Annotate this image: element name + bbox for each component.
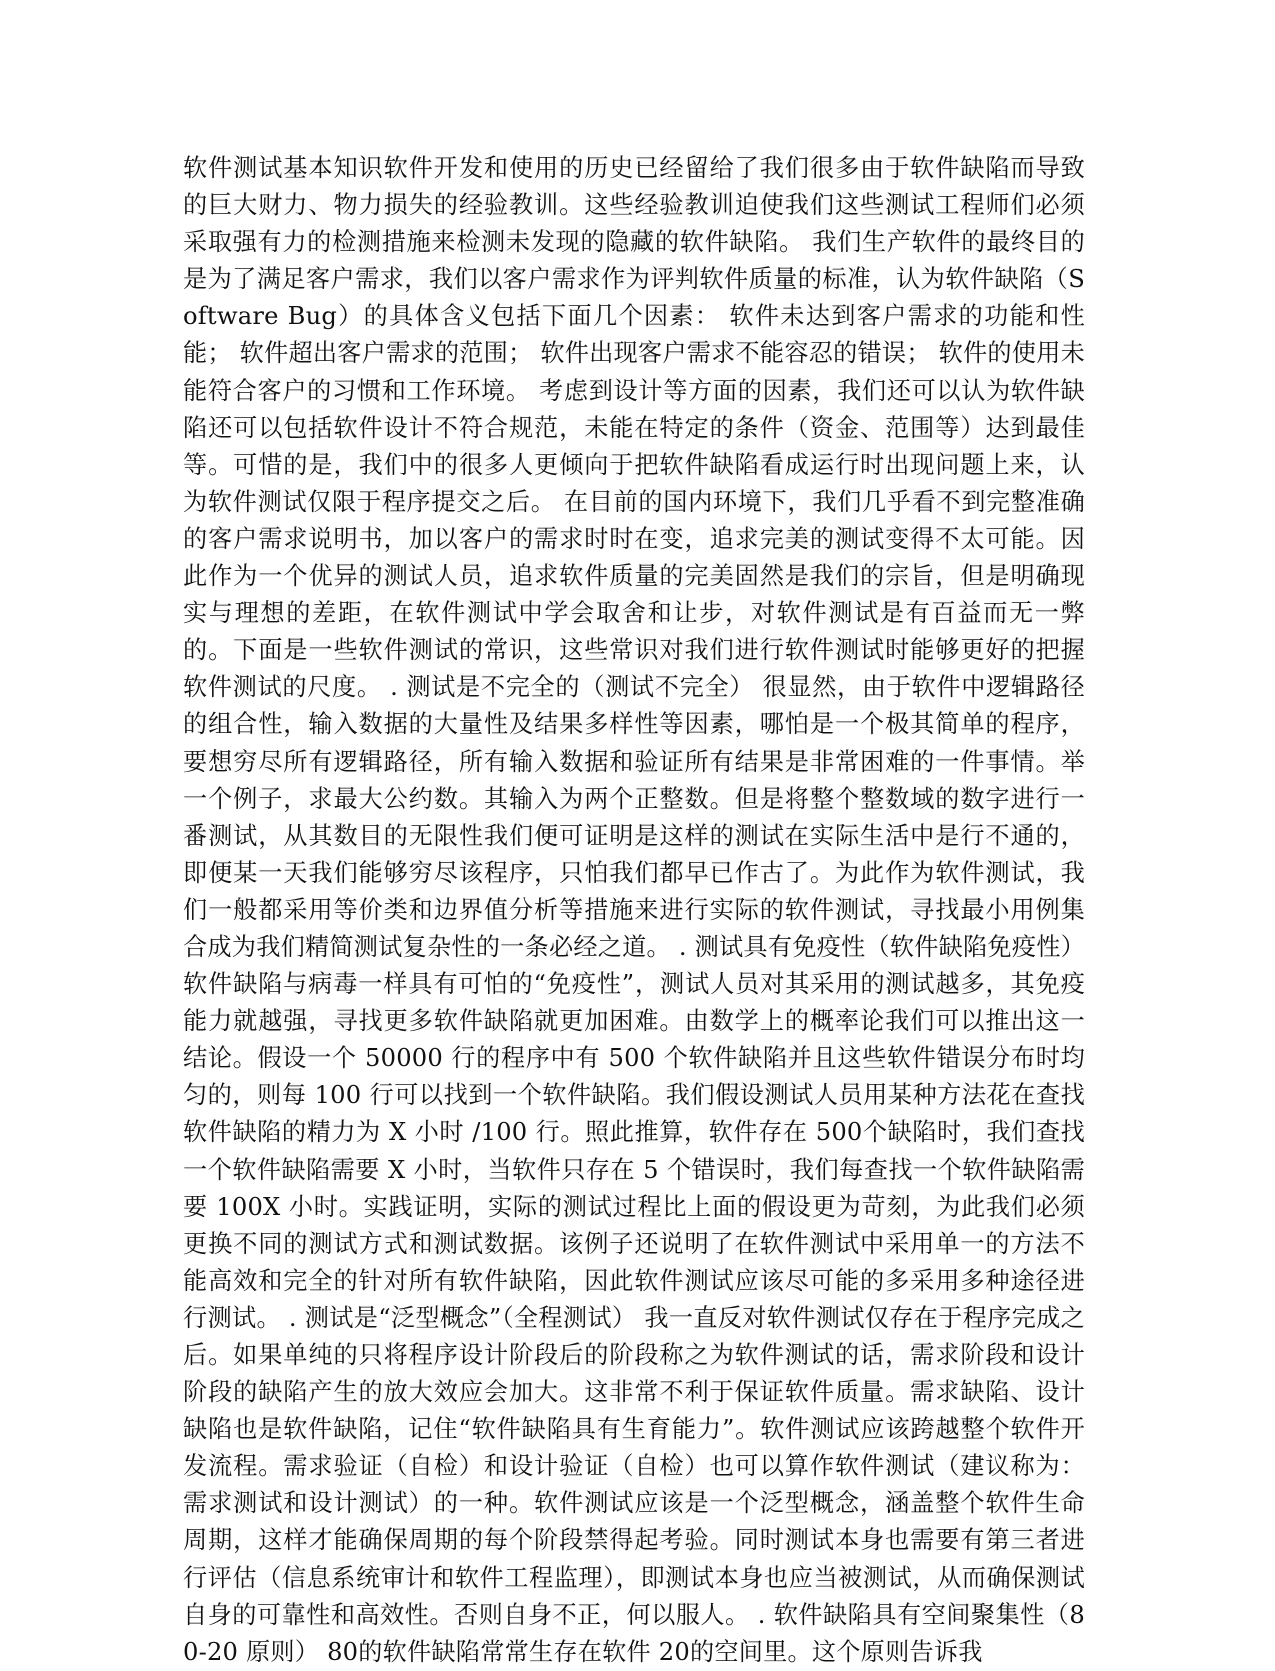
body-paragraph: 软件测试基本知识软件开发和使用的历史已经留给了我们很多由于软件缺陷而导致的巨大财力、物力损失的经验教训。这些经验教训迫使我们这些测试工程师们必须采取强有力的检测措施来检测未发现的隐藏的软件缺陷。 我们生产软件的最终目的是为了满足客户需求，我们以客户需求作为评判软件质量的标准，认为软件缺陷（Software Bug）的具体含义包括下面几个因素： 软件未达到客户需求的功能和性能； 软件超出客户需求的范围； 软件出现客户需求不能容忍的错误； 软件的使用未能符合客户的习惯和工作环境。 考虑到设计等方面的因素，我们还可以认为软件缺陷还可以包括软件设计不符合规范，未能在特定的条件（资金、范围等）达到最佳等。可惜的是，我们中的很多人更倾向于把软件缺陷看成运行时出现问题上来，认为软件测试仅限于程序提交之后。 在目前的国内环境下，我们几乎看不到完整准确的客户需求说明书，加以客户的需求时时在变，追求完美的测试变得不太可能。因此作为一个优异的测试人员，追求软件质量的完美固然是我们的宗旨，但是明确现实与理想的差距，在软件测试中学会取舍和让步，对软件测试是有百益而无一弊的。下面是一些软件测试的常识，这些常识对我们进行软件测试时能够更好的把握软件测试的尺度。 . 测试是不完全的（测试不完全） 很显然，由于软件中逻辑路径的组合性，输入数据的大量性及结果多样性等因素，哪怕是一个极其简单的程序，要想穷尽所有逻辑路径，所有输入数据和验证所有结果是非常困难的一件事情。举一个例子，求最大公约数。其输入为两个正整数。但是将整个整数域的数字进行一番测试，从其数目的无限性我们便可证明是这样的测试在实际生活中是行不通的，即便某一天我们能够穷尽该程序，只怕我们都早已作古了。为此作为软件测试，我们一般都采用等价类和边界值分析等措施来进行实际的软件测试，寻找最小用例集合成为我们精简测试复杂性的一条必经之道。 . 测试具有免疫性（软件缺陷免疫性） 软件缺陷与病毒一样具有可怕的“免疫性”，测试人员对其采用的测试越多，其免疫能力就越强，寻找更多软件缺陷就更加困难。由数学上的概率论我们可以推出这一结论。假设一个 50000 行的程序中有 500 个软件缺陷并且这些软件错误分布时均匀的，则每 100 行可以找到一个软件缺陷。我们假设测试人员用某种方法花在查找软件缺陷的精力为 X 小时 /100 行。照此推算，软件存在 500个缺陷时，我们查找一个软件缺陷需要 X 小时，当软件只存在 5 个错误时，我们每查找一个软件缺陷需要 100X 小时。实践证明，实际的测试过程比上面的假设更为苛刻，为此我们必须更换不同的测试方式和测试数据。该例子还说明了在软件测试中采用单一的方法不能高效和完全的针对所有软件缺陷，因此软件测试应该尽可能的多采用多种途径进行测试。 . 测试是“泛型概念”（全程测试） 我一直反对软件测试仅存在于程序完成之后。如果单纯的只将程序设计阶段后的阶段称之为软件测试的话，需求阶段和设计阶段的缺陷产生的放大效应会加大。这非常不利于保证软件质量。需求缺陷、设计缺陷也是软件缺陷，记住“软件缺陷具有生育能力”。软件测试应该跨越整个软件开发流程。需求验证（自检）和设计验证（自检）也可以算作软件测试（建议称为：需求测试和设计测试）的一种。软件测试应该是一个泛型概念，涵盖整个软件生命周期，这样才能确保周期的每个阶段禁得起考验。同时测试本身也需要有第三者进行评估（信息系统审计和软件工程监理），即测试本身也应当被测试，从而确保测试自身的可靠性和高效性。否则自身不正，何以服人。 . 软件缺陷具有空间聚集性（80-20 原则） 80的软件缺陷常常生存在软件 20的空间里。这个原则告诉我: [183, 154, 1085, 1666]
